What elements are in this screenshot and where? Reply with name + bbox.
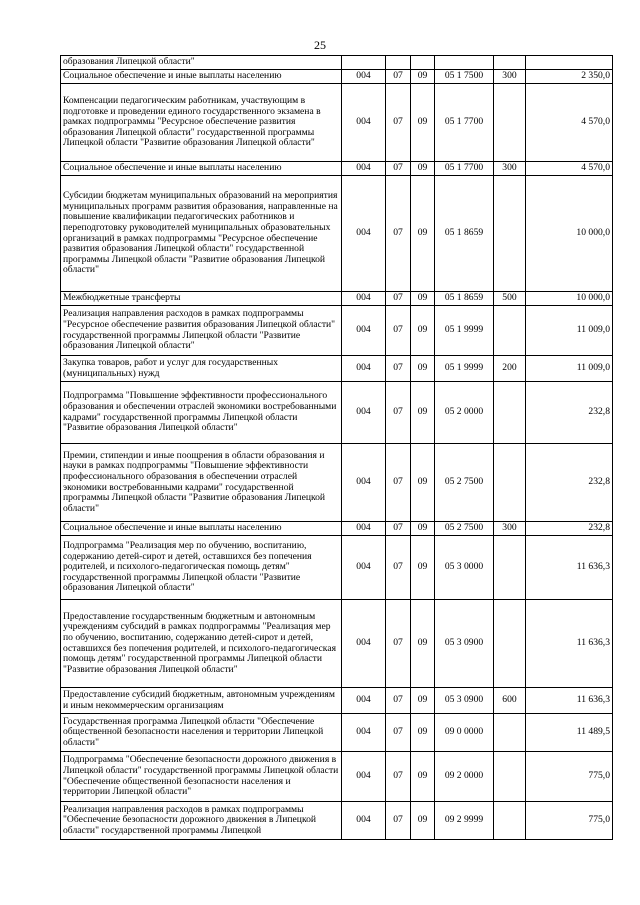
row-rz: 07 <box>386 356 411 382</box>
row-grbs: 004 <box>342 176 386 292</box>
table-row <box>61 600 613 688</box>
row-pr: 09 <box>411 84 435 162</box>
row-name: Субсидии бюджетам муниципальных образований на мероприятия муниципальных программ развития образования, направленные на повышение квалификации педагогических работников и переподготовку руководителей муниципальных образовательных организаций в рамках подпрограммы "Ресурсное обеспечение развития образования Липецкой области" государственной программы Липецкой области "Развитие образования Липецкой области" <box>61 176 342 292</box>
row-csr: 05 3 0000 <box>435 536 494 600</box>
row-pr: 09 <box>411 444 435 522</box>
row-pr: 09 <box>411 536 435 600</box>
row-pr: 09 <box>411 382 435 444</box>
row-amount <box>526 56 613 70</box>
row-csr: 05 1 7700 <box>435 84 494 162</box>
row-grbs: 004 <box>342 536 386 600</box>
row-amount: 4 570,0 <box>526 84 613 162</box>
row-rz: 07 <box>386 444 411 522</box>
row-vr: 300 <box>494 70 526 84</box>
table-row <box>61 688 613 714</box>
row-amount: 232,8 <box>526 444 613 522</box>
table-row <box>61 84 613 162</box>
table-row <box>61 306 613 356</box>
row-rz: 07 <box>386 306 411 356</box>
row-name: Предоставление субсидий бюджетным, автономным учреждениям и иным некоммерческим организациям <box>61 688 342 714</box>
row-vr <box>494 306 526 356</box>
row-amount: 11 636,3 <box>526 536 613 600</box>
row-csr: 05 2 7500 <box>435 444 494 522</box>
row-csr: 05 1 9999 <box>435 356 494 382</box>
row-grbs: 004 <box>342 444 386 522</box>
row-grbs: 004 <box>342 356 386 382</box>
row-csr: 05 3 0900 <box>435 600 494 688</box>
row-pr: 09 <box>411 600 435 688</box>
row-grbs: 004 <box>342 714 386 752</box>
row-grbs: 004 <box>342 162 386 176</box>
row-amount: 232,8 <box>526 382 613 444</box>
table-row <box>61 522 613 536</box>
row-grbs: 004 <box>342 802 386 840</box>
row-amount: 10 000,0 <box>526 292 613 306</box>
row-amount: 11 636,3 <box>526 600 613 688</box>
row-csr: 05 1 9999 <box>435 306 494 356</box>
row-name: Предоставление государственным бюджетным и автономным учреждениям субсидий в рамках подпрограммы "Реализация мер по обучению, воспитанию, содержанию детей-сирот и детей, оставшихся без попечения родителей, и психолого-педагогическая помощь детям" государственной программы Липецкой области "Развитие образования Липецкой области" <box>61 600 342 688</box>
row-grbs: 004 <box>342 70 386 84</box>
table-row <box>61 802 613 840</box>
row-rz: 07 <box>386 688 411 714</box>
row-rz: 07 <box>386 522 411 536</box>
row-pr: 09 <box>411 292 435 306</box>
row-vr: 200 <box>494 356 526 382</box>
row-pr: 09 <box>411 162 435 176</box>
row-pr: 09 <box>411 714 435 752</box>
row-amount: 775,0 <box>526 752 613 802</box>
row-pr: 09 <box>411 356 435 382</box>
row-amount: 775,0 <box>526 802 613 840</box>
row-rz: 07 <box>386 176 411 292</box>
page-number: 25 <box>314 38 326 52</box>
row-rz: 07 <box>386 600 411 688</box>
row-grbs: 004 <box>342 292 386 306</box>
row-amount: 11 489,5 <box>526 714 613 752</box>
row-name: Социальное обеспечение и иные выплаты населению <box>61 522 342 536</box>
row-csr: 05 1 8659 <box>435 292 494 306</box>
row-grbs: 004 <box>342 382 386 444</box>
row-name: Социальное обеспечение и иные выплаты населению <box>61 162 342 176</box>
row-rz: 07 <box>386 84 411 162</box>
row-grbs <box>342 56 386 70</box>
table-body <box>61 56 613 840</box>
table-row <box>61 356 613 382</box>
row-csr: 09 2 9999 <box>435 802 494 840</box>
table-row <box>61 162 613 176</box>
row-vr <box>494 752 526 802</box>
row-rz: 07 <box>386 802 411 840</box>
row-vr: 300 <box>494 522 526 536</box>
row-rz <box>386 56 411 70</box>
row-amount: 2 350,0 <box>526 70 613 84</box>
row-rz: 07 <box>386 162 411 176</box>
table-row <box>61 70 613 84</box>
row-vr <box>494 56 526 70</box>
row-csr: 05 2 7500 <box>435 522 494 536</box>
row-pr: 09 <box>411 70 435 84</box>
budget-table <box>60 55 613 840</box>
row-amount: 10 000,0 <box>526 176 613 292</box>
row-csr: 05 1 7700 <box>435 162 494 176</box>
row-name: Межбюджетные трансферты <box>61 292 342 306</box>
table-row <box>61 292 613 306</box>
row-amount: 11 009,0 <box>526 356 613 382</box>
row-vr: 600 <box>494 688 526 714</box>
row-csr: 05 1 8659 <box>435 176 494 292</box>
row-vr <box>494 802 526 840</box>
row-name: Реализация направления расходов в рамках подпрограммы "Обеспечение безопасности дорожного движения в Липецкой области" государственной программы Липецкой <box>61 802 342 840</box>
table-row <box>61 444 613 522</box>
row-rz: 07 <box>386 714 411 752</box>
row-grbs: 004 <box>342 84 386 162</box>
row-rz: 07 <box>386 70 411 84</box>
row-pr: 09 <box>411 688 435 714</box>
row-vr: 500 <box>494 292 526 306</box>
row-vr <box>494 84 526 162</box>
row-vr <box>494 536 526 600</box>
row-pr: 09 <box>411 802 435 840</box>
table-row <box>61 176 613 292</box>
row-grbs: 004 <box>342 306 386 356</box>
row-vr <box>494 176 526 292</box>
row-name: Компенсации педагогическим работникам, участвующим в подготовке и проведении единого государственного экзамена в рамках подпрограммы "Ресурсное обеспечение развития образования Липецкой области" государственной программы Липецкой области "Развитие образования Липецкой области" <box>61 84 342 162</box>
row-pr <box>411 56 435 70</box>
row-vr <box>494 600 526 688</box>
row-name: Государственная программа Липецкой области "Обеспечение общественной безопасности населения и территории Липецкой области" <box>61 714 342 752</box>
row-amount: 11 636,3 <box>526 688 613 714</box>
row-pr: 09 <box>411 522 435 536</box>
row-vr <box>494 444 526 522</box>
table-row <box>61 714 613 752</box>
row-name: Социальное обеспечение и иные выплаты населению <box>61 70 342 84</box>
row-amount: 11 009,0 <box>526 306 613 356</box>
row-csr <box>435 56 494 70</box>
row-grbs: 004 <box>342 522 386 536</box>
row-csr: 05 1 7500 <box>435 70 494 84</box>
row-name: Подпрограмма "Реализация мер по обучению, воспитанию, содержанию детей-сирот и детей, оставшихся без попечения родителей, и психолого-педагогическая помощь детям" государственной программы Липецкой области "Развитие образования Липецкой области" <box>61 536 342 600</box>
row-grbs: 004 <box>342 688 386 714</box>
row-rz: 07 <box>386 752 411 802</box>
row-vr <box>494 714 526 752</box>
row-name: Закупка товаров, работ и услуг для государственных (муниципальных) нужд <box>61 356 342 382</box>
row-csr: 09 2 0000 <box>435 752 494 802</box>
row-rz: 07 <box>386 382 411 444</box>
row-pr: 09 <box>411 752 435 802</box>
row-vr <box>494 382 526 444</box>
table-row <box>61 752 613 802</box>
table-row <box>61 382 613 444</box>
table-row <box>61 56 613 70</box>
row-rz: 07 <box>386 536 411 600</box>
row-amount: 232,8 <box>526 522 613 536</box>
row-grbs: 004 <box>342 600 386 688</box>
row-csr: 05 2 0000 <box>435 382 494 444</box>
row-rz: 07 <box>386 292 411 306</box>
row-name: Подпрограмма "Обеспечение безопасности дорожного движения в Липецкой области" государственной программы Липецкой области "Обеспечение общественной безопасности населения и территории Липецкой области" <box>61 752 342 802</box>
row-pr: 09 <box>411 306 435 356</box>
row-pr: 09 <box>411 176 435 292</box>
table-row <box>61 536 613 600</box>
row-csr: 05 3 0900 <box>435 688 494 714</box>
row-name: Реализация направления расходов в рамках подпрограммы "Ресурсное обеспечение развития образования Липецкой области" государственной программы Липецкой области "Развитие образования Липецкой области" <box>61 306 342 356</box>
row-amount: 4 570,0 <box>526 162 613 176</box>
row-csr: 09 0 0000 <box>435 714 494 752</box>
row-grbs: 004 <box>342 752 386 802</box>
row-vr: 300 <box>494 162 526 176</box>
row-name: Подпрограмма "Повышение эффективности профессионального образования и обеспечении отраслей экономики востребованными кадрами" государственной программы Липецкой области "Развитие образования Липецкой области" <box>61 382 342 444</box>
row-name: образования Липецкой области" <box>61 56 342 70</box>
row-name: Премии, стипендии и иные поощрения в области образования и науки в рамках подпрограммы "Повышение эффективности профессионального образования в обеспечении отраслей экономики востребованными кадрами" государственной программы Липецкой области "Развитие образования Липецкой области" <box>61 444 342 522</box>
